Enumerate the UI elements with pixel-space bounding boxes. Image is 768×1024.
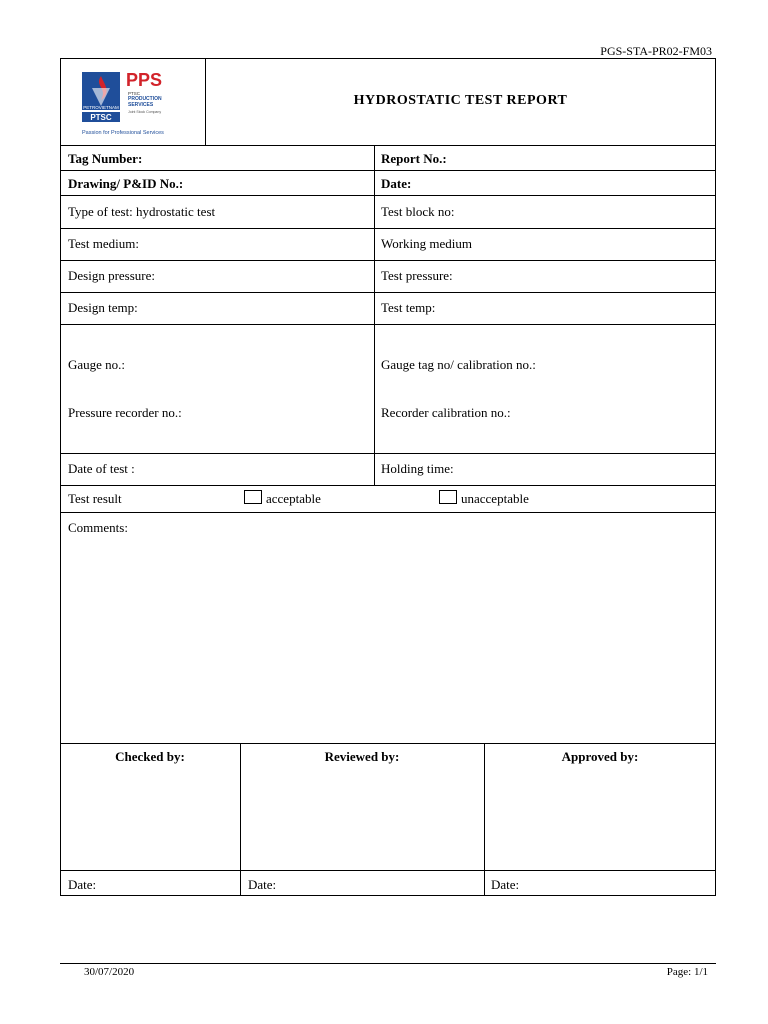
date-label: Date:	[381, 176, 412, 191]
comments-label: Comments:	[68, 520, 128, 535]
column-divider	[374, 145, 375, 485]
svg-text:Joint Stock Company: Joint Stock Company	[128, 110, 162, 114]
checked-date-label: Date:	[68, 877, 97, 892]
row-divider	[60, 145, 716, 146]
reviewed-by-label: Reviewed by:	[324, 749, 400, 764]
report-no-label: Report No.:	[381, 151, 447, 166]
recorder-calibration-label: Recorder calibration no.:	[381, 405, 511, 420]
column-divider	[484, 743, 485, 896]
test-medium-label: Test medium:	[68, 236, 139, 251]
checked-by-label: Checked by:	[115, 749, 185, 764]
row-divider	[60, 324, 716, 325]
row-divider	[60, 195, 716, 196]
row-divider	[60, 453, 716, 454]
svg-text:PTSC: PTSC	[128, 91, 141, 96]
gauge-no-label: Gauge no.:	[68, 357, 126, 372]
row-divider	[60, 485, 716, 486]
company-logo	[72, 66, 194, 140]
svg-text:PETROVIETNAM: PETROVIETNAM	[83, 105, 119, 110]
document-code: PGS-STA-PR02-FM03	[600, 44, 712, 58]
svg-text:PPS: PPS	[126, 70, 163, 90]
design-pressure-label: Design pressure:	[68, 268, 156, 283]
date-of-test-label: Date of test :	[68, 461, 135, 476]
unacceptable-option[interactable]	[439, 490, 529, 507]
row-divider	[60, 870, 716, 871]
row-divider	[60, 512, 716, 513]
unacceptable-label: unacceptable	[461, 491, 529, 506]
pressure-recorder-label: Pressure recorder no.:	[68, 405, 182, 420]
footer-page: Page: 1/1	[666, 966, 708, 978]
approved-date-label: Date:	[491, 877, 520, 892]
footer-rule	[60, 963, 716, 964]
svg-text:Passion for Professional Servi: Passion for Professional Services	[82, 130, 164, 136]
acceptable-label: acceptable	[266, 491, 321, 506]
test-temp-label: Test temp:	[381, 300, 436, 315]
row-divider	[60, 170, 716, 171]
ptsc-logo-icon	[72, 66, 194, 140]
acceptable-option[interactable]	[244, 490, 321, 507]
svg-text:PRODUCTION: PRODUCTION	[128, 96, 162, 102]
test-result-label: Test result	[68, 491, 122, 506]
row-divider	[60, 260, 716, 261]
row-divider	[60, 292, 716, 293]
design-temp-label: Design temp:	[68, 300, 138, 315]
type-of-test-label: Type of test: hydrostatic test	[68, 204, 216, 219]
page-title: HYDROSTATIC TEST REPORT	[353, 93, 568, 108]
working-medium-label: Working medium	[381, 236, 473, 251]
test-block-label: Test block no:	[381, 204, 455, 219]
unacceptable-checkbox[interactable]	[439, 490, 457, 504]
tag-number-label: Tag Number:	[68, 151, 143, 166]
drawing-label: Drawing/ P&ID No.:	[68, 176, 184, 191]
test-pressure-label: Test pressure:	[381, 268, 453, 283]
svg-text:PTSC: PTSC	[90, 113, 112, 122]
acceptable-checkbox[interactable]	[244, 490, 262, 504]
svg-text:SERVICES: SERVICES	[128, 102, 154, 108]
column-divider	[240, 743, 241, 896]
row-divider	[60, 228, 716, 229]
gauge-tag-label: Gauge tag no/ calibration no.:	[381, 357, 536, 372]
holding-time-label: Holding time:	[381, 461, 454, 476]
footer-date: 30/07/2020	[84, 966, 135, 978]
row-divider	[60, 743, 716, 744]
approved-by-label: Approved by:	[561, 749, 639, 764]
reviewed-date-label: Date:	[248, 877, 277, 892]
